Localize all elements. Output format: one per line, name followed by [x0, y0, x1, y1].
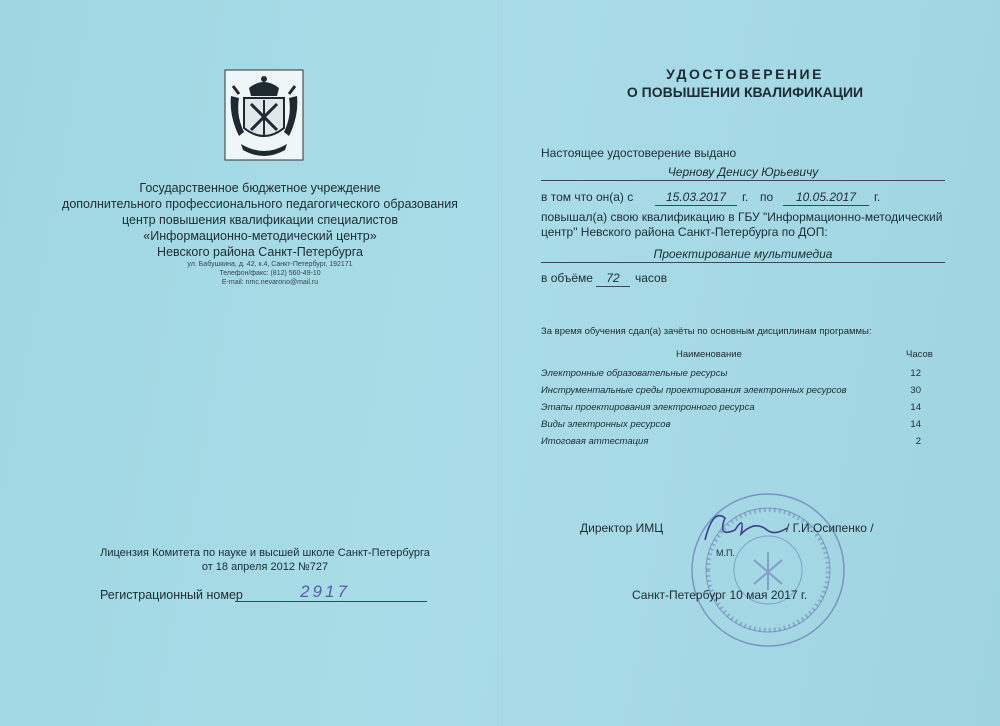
year-abbrev: г.	[874, 190, 881, 204]
email-line: E-mail: nmc.nevarono@mail.ru	[221, 279, 319, 286]
discipline-hours: 30	[910, 385, 921, 396]
issued-to-label: Настоящее удостоверение выдано	[541, 146, 737, 160]
date-to: 10.05.2017	[795, 190, 857, 204]
date-to-underline	[783, 205, 869, 206]
program-underline	[541, 262, 945, 263]
discipline-row	[541, 402, 925, 414]
director-label: Директор ИМЦ	[580, 521, 664, 535]
column-header-hours: Часов	[906, 349, 933, 360]
discipline-name: Электронные образовательные ресурсы	[541, 368, 728, 379]
organization-block	[60, 180, 460, 260]
discipline-hours: 2	[915, 436, 921, 447]
address-line: ул. Бабушкина, д. 42, к.4, Санкт-Петербург, 192171	[187, 261, 353, 268]
certificate-title: УДОСТОВЕРЕНИЕ	[666, 66, 824, 82]
registration-number: 2917	[300, 582, 350, 601]
volume-prefix: в объёме	[541, 271, 593, 285]
discipline-hours: 14	[910, 419, 921, 430]
seal-place-label: М.П.	[716, 548, 735, 558]
page-fold	[498, 0, 502, 726]
hours-label: часов	[635, 271, 668, 285]
column-header-name: Наименование	[676, 349, 742, 360]
org-line: Государственное бюджетное учреждение	[139, 181, 381, 195]
recipient-underline	[541, 180, 945, 181]
discipline-name: Итоговая аттестация	[541, 436, 649, 447]
org-line: Невского района Санкт-Петербурга	[157, 245, 363, 259]
period-prefix: в том что он(а) с	[541, 190, 634, 204]
date-from: 15.03.2017	[665, 190, 727, 204]
signature-icon	[695, 500, 795, 550]
improved-text	[541, 210, 961, 240]
discipline-row	[541, 419, 925, 431]
discipline-row	[541, 385, 925, 397]
hours-underline	[596, 286, 630, 287]
recipient-name: Чернову Денису Юрьевичу	[667, 165, 819, 179]
license-line: Лицензия Комитета по науке и высшей школе Санкт-Петербурга	[100, 547, 430, 559]
until-label: по	[760, 190, 774, 204]
date-from-underline	[655, 205, 737, 206]
improved-line: центр" Невского района Санкт-Петербурга по ДОП:	[541, 225, 828, 239]
org-line: дополнительного профессионального педагогического образования	[62, 197, 458, 211]
year-abbrev: г.	[742, 190, 749, 204]
improved-line: повышал(а) свою квалификацию в ГБУ "Информационно-методический	[541, 210, 943, 224]
coat-of-arms-icon	[219, 66, 309, 164]
org-line: «Информационно-методический центр»	[143, 229, 377, 243]
discipline-row	[541, 368, 925, 380]
hours-total: 72	[606, 271, 620, 285]
registration-label: Регистрационный номер	[100, 588, 243, 602]
discipline-row	[541, 436, 925, 448]
license-block	[85, 546, 445, 574]
place-and-date: Санкт-Петербург 10 мая 2017 г.	[632, 588, 808, 602]
discipline-name: Этапы проектирования электронного ресурса	[541, 402, 755, 413]
disciplines-heading: За время обучения сдал(а) зачёты по основным дисциплинам программы:	[541, 326, 872, 337]
discipline-hours: 14	[910, 402, 921, 413]
certificate-subtitle: О ПОВЫШЕНИИ КВАЛИФИКАЦИИ	[626, 84, 864, 100]
discipline-hours: 12	[910, 368, 921, 379]
phone-line: Телефон/факс: (812) 560-49-10	[219, 270, 321, 277]
discipline-name: Виды электронных ресурсов	[541, 419, 671, 430]
license-date: от 18 апреля 2012 №727	[201, 561, 329, 573]
discipline-name: Инструментальные среды проектирования электронных ресурсов	[541, 385, 847, 396]
org-line: центр повышения квалификации специалистов	[121, 213, 398, 227]
signatory-name: / Г.И.Осипенко /	[786, 521, 874, 535]
program-name: Проектирование мультимедиа	[653, 247, 833, 261]
address-block	[120, 260, 420, 287]
